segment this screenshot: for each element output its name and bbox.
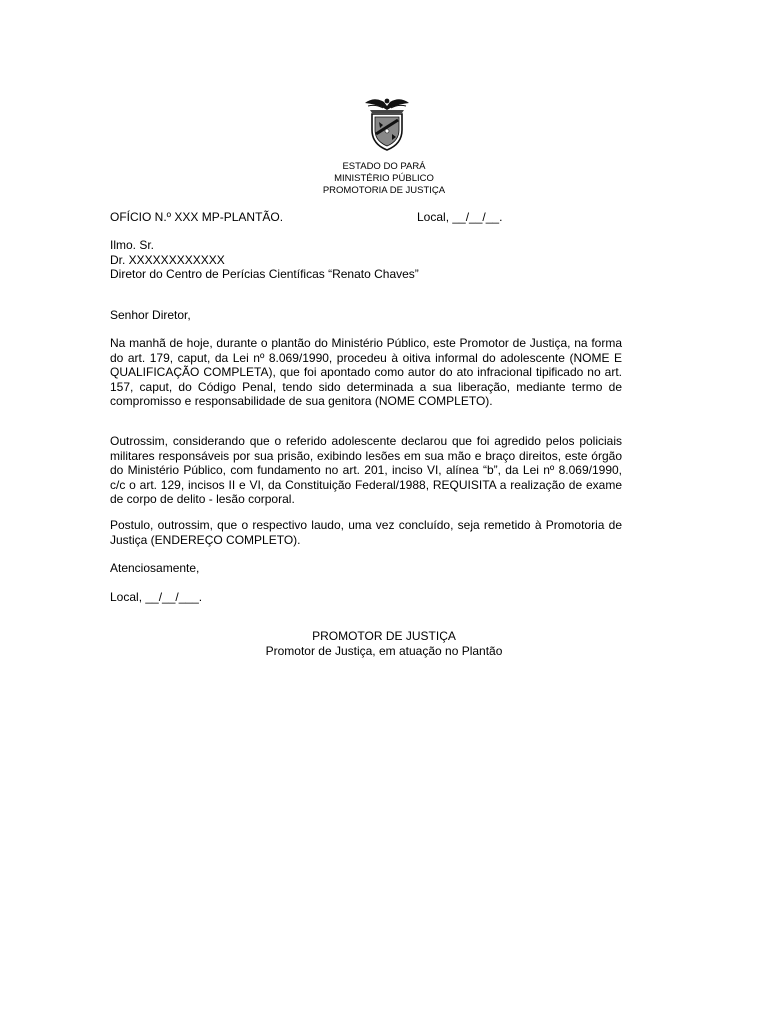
salutation: Senhor Diretor, [110,308,191,322]
recipient-name: Dr. XXXXXXXXXXXX [110,252,225,267]
state-coat-of-arms-icon [362,94,412,152]
recipient-block [110,238,419,282]
header-office: PROMOTORIA DE JUSTIÇA [322,185,446,196]
signature-role: Promotor de Justiça, em atuação no Plantão [265,644,503,658]
oficio-local-date: Local, __/__/__. [417,210,503,224]
document-header [0,161,768,197]
oficio-number: OFÍCIO N.º XXX MP-PLANTÃO. [110,210,284,224]
oficio-line [110,210,622,225]
header-ministry: MINISTÉRIO PÚBLICO [334,173,434,184]
body-paragraph-3: Postulo, outrossim, que o respectivo laudo, uma vez concluído, seja remetido à Promotoria de Justiça (ENDEREÇO COMPLETO). [110,518,622,547]
recipient-title: Ilmo. Sr. [110,238,155,252]
body-paragraph-2: Outrossim, considerando que o referido adolescente declarou que foi agredido pelos policiais militares responsáveis por sua prisão, exibindo lesões em sua mão e braço direitos, este órgão do Ministério Público, com fundamento no art. 201, inciso VI, alínea “b”, da Lei nº 8.069/1990, c/c o art. 129, incisos II e VI, da Constituição Federal/1988, REQUISITA a realização de exame de corpo de delito - lesão corporal. [110,434,622,506]
recipient-position: Diretor do Centro de Perícias Científicas “Renato Chaves” [110,267,419,281]
body-paragraph-1: Na manhã de hoje, durante o plantão do Ministério Público, este Promotor de Justiça, na forma do art. 179, caput, da Lei nº 8.069/1990, procedeu à oitiva informal do adolescente (NOME E QUALIFICAÇÃO COMPLETA), que foi apontado como autor do ato infracional tipificado no art. 157, caput, do Código Penal, tendo sido determinada a sua liberação, mediante termo de compromisso e responsabilidade de sua genitora (NOME COMPLETO). [110,336,622,408]
closing: Atenciosamente, [110,561,200,575]
header-state: ESTADO DO PARÁ [342,161,426,172]
place-date: Local, __/__/___. [110,590,203,604]
signature-title: PROMOTOR DE JUSTIÇA [312,629,456,643]
